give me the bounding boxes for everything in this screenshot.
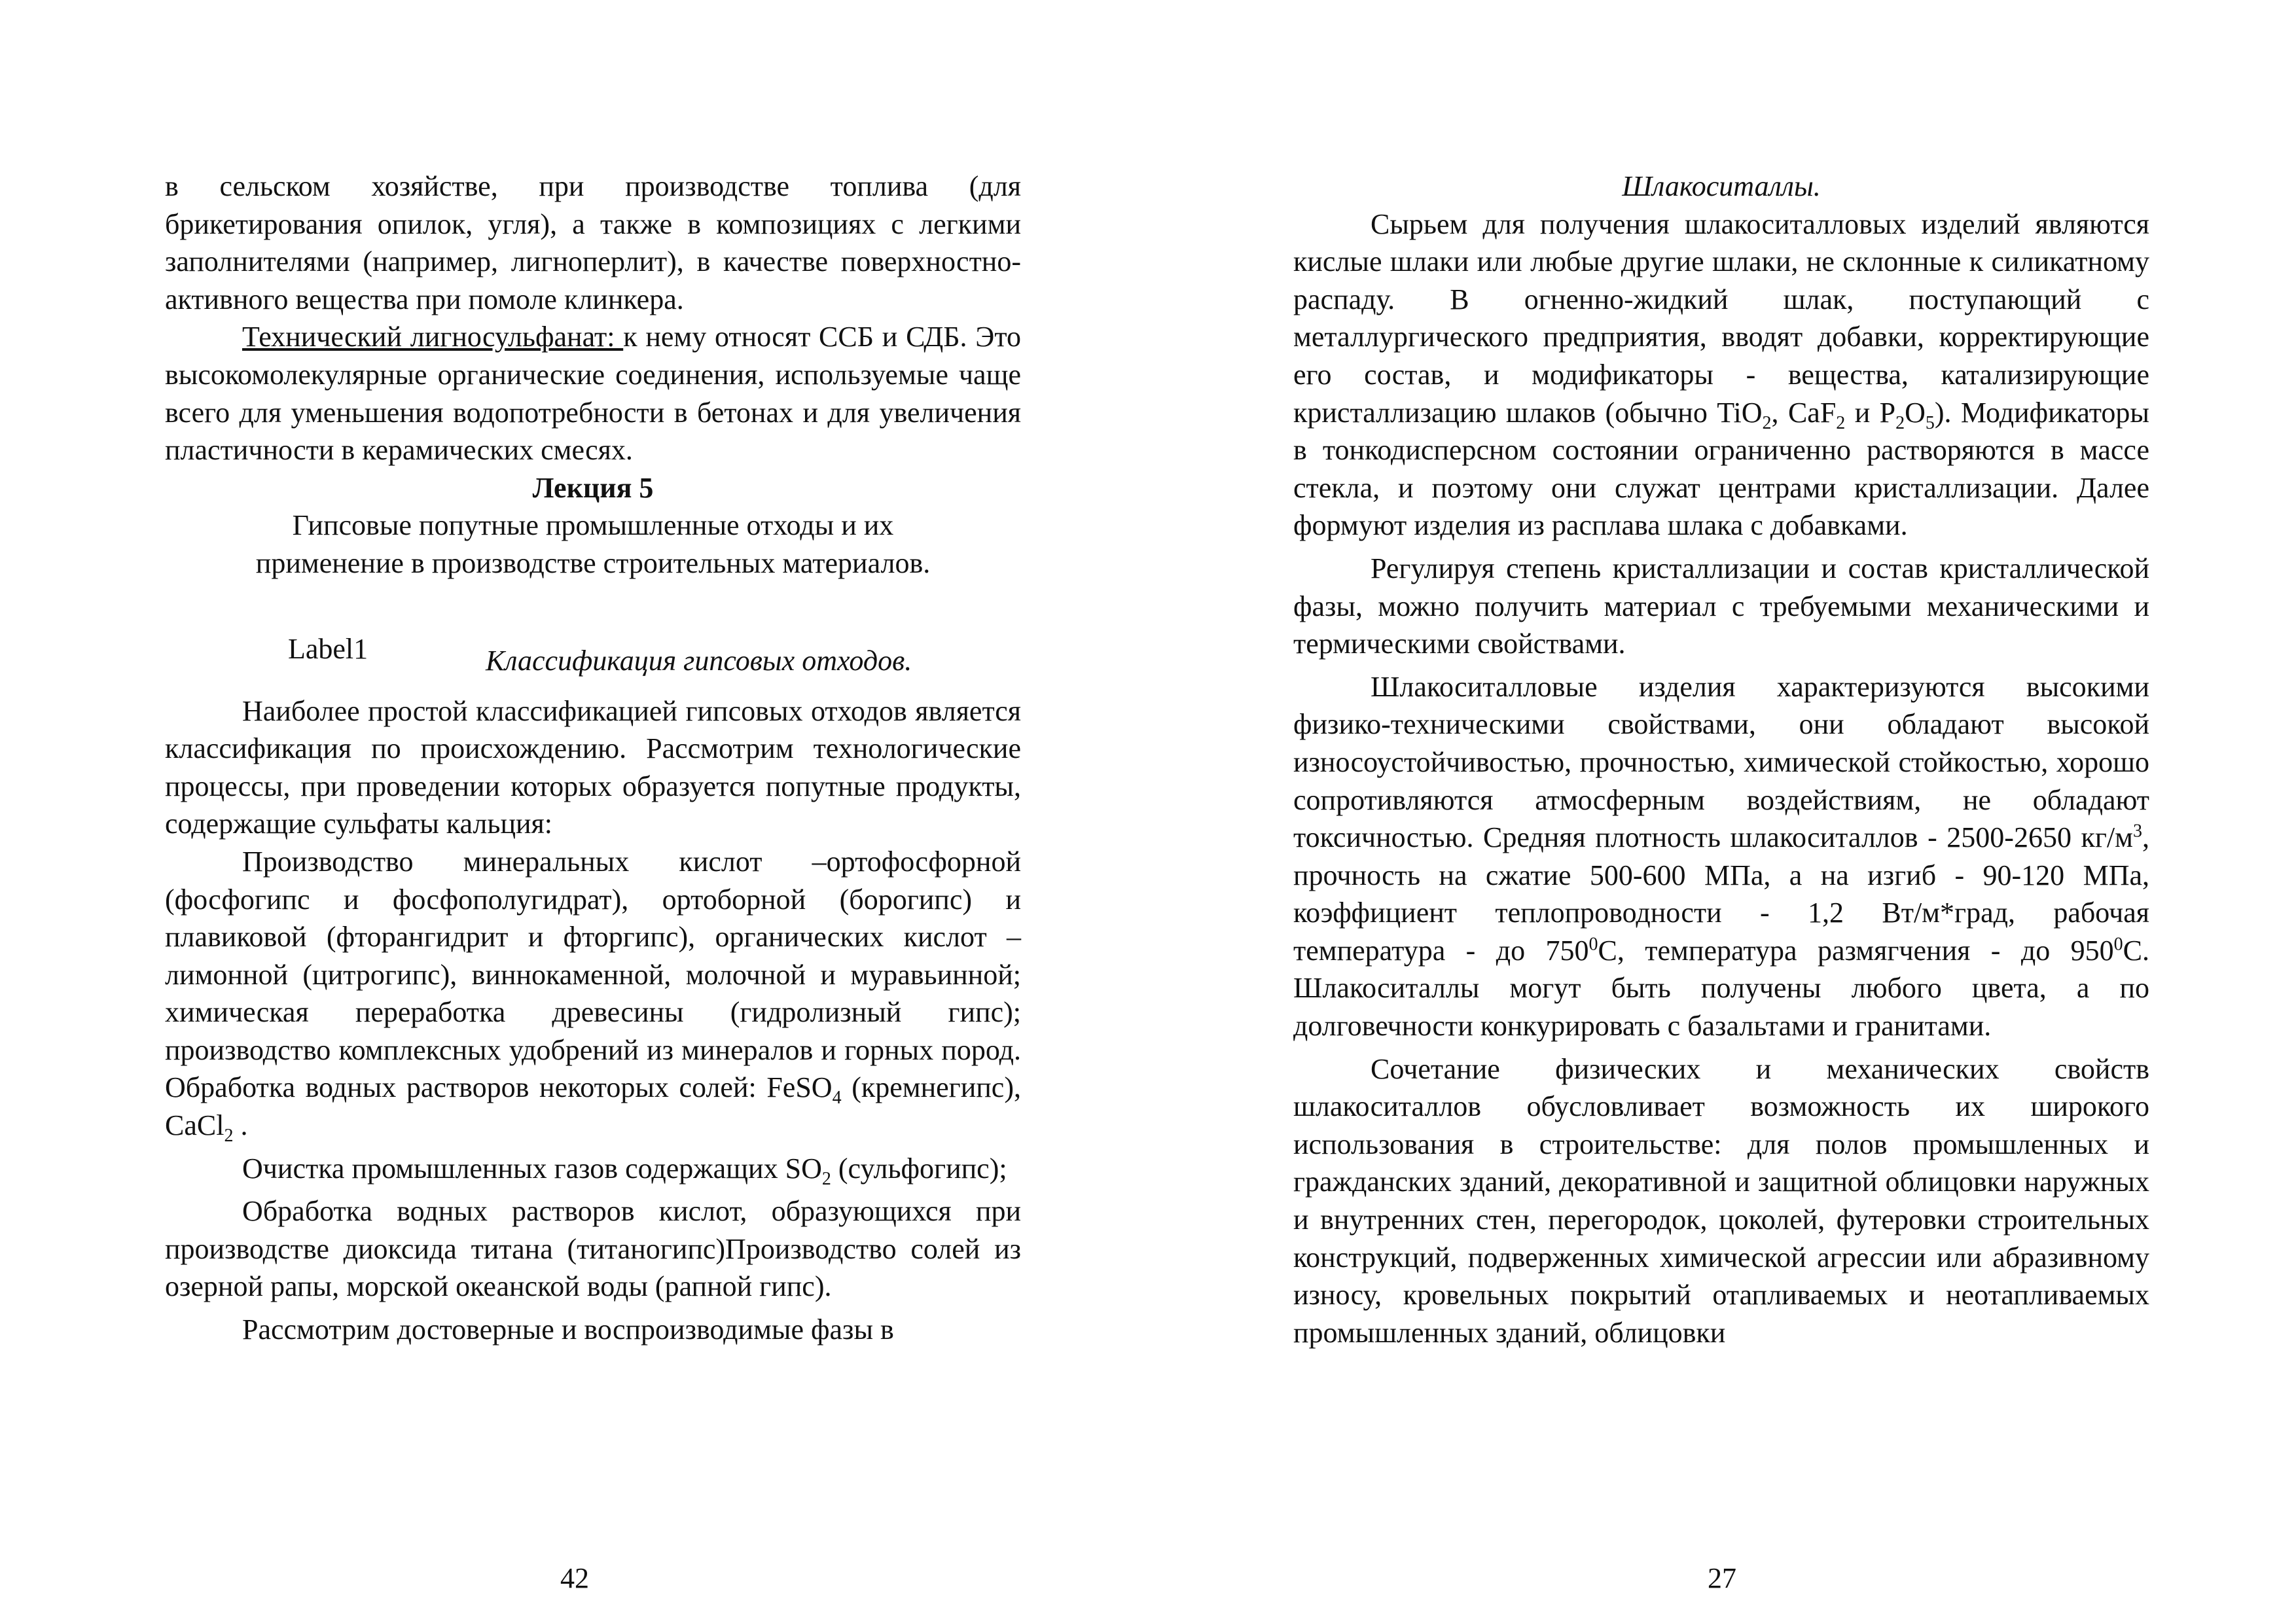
- page-number: 27: [1708, 1562, 1736, 1594]
- right-page: [1148, 0, 2296, 1623]
- paragraph: Рассмотрим достоверные и воспроизводимые фазы в: [242, 1313, 894, 1346]
- lecture-subtitle-line-1: Гипсовые попутные промышленные отходы и их: [292, 509, 894, 542]
- paragraph: Обработка водных растворов кислот, образующихся при производстве диоксида титана (титаногипс)Производство солей из озерной рапы, морской океанской воды (рапной гипс).: [165, 1195, 1021, 1303]
- paragraph: Сырьем для получения шлакоситалловых изделий являются кислые шлаки или любые другие шлаки, не склонные к силикатному распаду. В огненно-жидкий шлак, поступающий с металлургического предприятия, вводят добавки, корректирующие его состав, и модификаторы - вещества, катализирующие кристаллизацию шлаков (обычно TiO$_2$, CaF$_2$ и $P_2O_5$). Модификаторы в тонкодисперсном состоянии ограниченно растворяются в массе стекла, и поэтому они служат центрами кристаллизации. Далее формуют изделия из расплава шлака с добавками.: [1293, 207, 2149, 542]
- paragraph: Технический лигносульфанат: к нему относят ССБ и СДБ. Это высокомолекулярные органические соединения, используемые чаще всего для уменьшения водопотребности в бетонах и для увеличения пластичности в керамических смесях.: [165, 321, 1021, 467]
- paragraph: Шлакоситалловые изделия характеризуются высокими физико-техническими свойствами, они обладают высокой износоустойчивостью, прочностью, химической стойкостью, хорошо сопротивляются атмосферным воздействиям, не обладают токсичностью. Средняя плотность шлакоситаллов - 2500-2650 $кг/м^3$, прочность на сжатие 500-600 МПа, а на изгиб - 90-120 МПа, коэффициент теплопроводности - 1,2 Вт/м*град, рабочая температура - до $750^0С$, температура размягчения - до $950^0С$. Шлакоситаллы могут быть получены любого цвета, а по долговечности конкурировать с базальтами и гранитами.: [1293, 670, 2149, 1043]
- section-title: Шлакоситаллы.: [1622, 170, 1821, 202]
- paragraph: в сельском хозяйстве, при производстве топлива (для брикетирования опилок, угля), а также в композициях с легкими заполнителями (например, лигноперлит), в качестве поверхностно-активного вещества при помоле клинкера.: [165, 170, 1021, 315]
- page-number: 42: [560, 1562, 589, 1594]
- paragraph: Сочетание физических и механических свойств шлакоситаллов обусловливает возможность их широкого использования в строительстве: для полов промышленных и гражданских зданий, декоративной и защитной облицовки наружных и внутренних стен, перегородок, цоколей, футеровки строительных конструкций, подверженных химической агрессии или абразивному износу, кровельных покрытий отапливаемых и неотапливаемых промышленных зданий, облицовки: [1293, 1052, 2149, 1349]
- paragraph: Производство минеральных кислот –ортофосфорной (фосфогипс и фосфополугидрат), ортоборной (борогипс) и плавиковой (фторангидрит и фторгипс), органических кислот –лимонной (цитрогипс), виннокаменной, молочной и муравьинной; химическая переработка древесины (гидролизный гипс); производство комплексных удобрений из минералов и горных пород. Обработка водных растворов некоторых солей: FeSO$_4$ (кремнегипс), CaCl$_2$ .: [165, 845, 1021, 1146]
- lecture-subtitle-line-2: применение в производстве строительных материалов.: [255, 546, 931, 579]
- right-text-column: [1293, 168, 2149, 1351]
- label-placeholder: Label1: [288, 632, 368, 665]
- paragraph: Регулируя степень кристаллизации и состав кристаллической фазы, можно получить материал с требуемыми механическими и термическими свойствами.: [1293, 552, 2149, 660]
- section-title: Классификация гипсовых отходов.: [486, 644, 912, 677]
- left-text-column: [165, 168, 1021, 1349]
- lecture-title: Лекция 5: [532, 471, 654, 504]
- paragraph: Очистка промышленных газов содержащих $SO_2$ (сульфогипс);: [242, 1152, 1007, 1189]
- paragraph: Наиболее простой классификацией гипсовых отходов является классификация по происхождению. Рассмотрим технологические процессы, при проведении которых образуется попутные продукты, содержащие сульфаты кальция:: [165, 694, 1021, 840]
- section-heading-row: [165, 628, 1021, 692]
- underlined-term: Технический лигносульфанат:: [242, 321, 624, 353]
